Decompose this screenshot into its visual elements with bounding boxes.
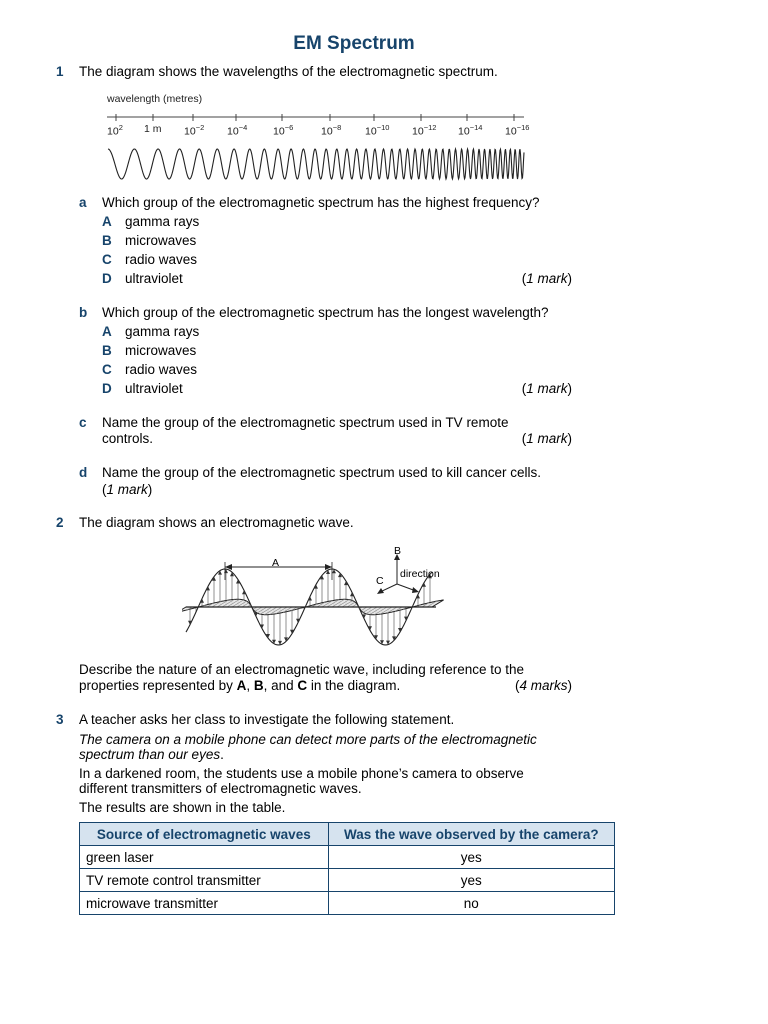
- q1b-option-d-letter: D: [102, 381, 112, 396]
- q1a-option-b-letter: B: [102, 233, 112, 248]
- spectrum-tick-label: $10^{-2}$: [184, 123, 205, 138]
- q1a-option-a-letter: A: [102, 214, 112, 229]
- table-cell-source: green laser: [80, 846, 329, 869]
- q1a-option-c-letter: C: [102, 252, 112, 267]
- question-2-desc-line2: properties represented by A, B, and C in the diagram.: [79, 678, 401, 693]
- q1b-option-c-letter: C: [102, 362, 112, 377]
- question-2-intro: The diagram shows an electromagnetic wave.: [79, 515, 354, 530]
- table-cell-source: TV remote control transmitter: [80, 869, 329, 892]
- axis-label-c: C: [376, 575, 384, 587]
- question-2-number: 2: [56, 515, 64, 530]
- q1b-option-b-letter: B: [102, 343, 112, 358]
- spectrum-tick-label: $10^2$: [107, 123, 123, 138]
- q1a-option-c-text[interactable]: radio waves: [125, 252, 198, 267]
- spectrum-tick-label: 1 m: [144, 123, 162, 135]
- q1d-letter: d: [79, 465, 88, 480]
- q1b-letter: b: [79, 305, 88, 320]
- q1a-option-d-letter: D: [102, 271, 112, 286]
- q1a-option-a-text[interactable]: gamma rays: [125, 214, 200, 229]
- page-title: EM Spectrum: [293, 33, 415, 54]
- spectrum-tick-label: $10^{-12}$: [412, 123, 437, 138]
- table-cell-observed: yes: [328, 846, 614, 869]
- question-1-intro: The diagram shows the wavelengths of the electromagnetic spectrum.: [79, 64, 498, 79]
- question-2-desc-line1: Describe the nature of an electromagnetic wave, including reference to the: [79, 662, 525, 677]
- q1a-marks: (1 mark): [521, 271, 572, 286]
- q1a-option-b-text[interactable]: microwaves: [125, 233, 197, 248]
- table-header-row: [80, 823, 615, 846]
- table-header-source: Source of electromagnetic waves: [80, 823, 329, 846]
- spectrum-wave: [108, 149, 524, 179]
- q1b-marks: (1 mark): [521, 381, 572, 396]
- table-row: [80, 892, 615, 915]
- q1c-marks: (1 mark): [521, 431, 572, 446]
- spectrum-tick-label: $10^{-6}$: [273, 123, 294, 138]
- q1d-text: Name the group of the electromagnetic spectrum used to kill cancer cells.: [102, 465, 541, 480]
- question-3-statement-line2: spectrum than our eyes.: [79, 747, 224, 762]
- q1b-option-b-text[interactable]: microwaves: [125, 343, 197, 358]
- table-header-observed: Was the wave observed by the camera?: [328, 823, 614, 846]
- table-cell-observed: no: [328, 892, 614, 915]
- em-wave-diagram: [182, 540, 444, 650]
- q1b-option-a-letter: A: [102, 324, 112, 339]
- table-cell-observed: yes: [328, 869, 614, 892]
- q1b-text: Which group of the electromagnetic spectrum has the longest wavelength?: [102, 305, 549, 320]
- question-3-statement-line1: The camera on a mobile phone can detect more parts of the electromagnetic: [79, 732, 537, 747]
- results-table: [79, 822, 615, 915]
- wavelength-label-a: A: [272, 557, 280, 569]
- question-3-number: 3: [56, 712, 64, 727]
- q2-marks: (4 marks): [514, 678, 572, 693]
- q1b-option-a-text[interactable]: gamma rays: [125, 324, 200, 339]
- spectrum-tick-label: $10^{-10}$: [365, 123, 390, 138]
- table-cell-source: microwave transmitter: [80, 892, 329, 915]
- q1c-text-line1: Name the group of the electromagnetic spectrum used in TV remote: [102, 415, 509, 430]
- table-row: [80, 869, 615, 892]
- q1b-option-d-text[interactable]: ultraviolet: [125, 381, 183, 396]
- question-3-line5: The results are shown in the table.: [79, 800, 286, 815]
- question-3-line4: different transmitters of electromagnetic waves.: [79, 781, 362, 796]
- q1c-letter: c: [79, 415, 87, 430]
- q1d-marks: (1 mark): [102, 482, 153, 497]
- table-row: [80, 846, 615, 869]
- q1b-option-c-text[interactable]: radio waves: [125, 362, 198, 377]
- spectrum-tick-label: $10^{-16}$: [505, 123, 530, 138]
- axis-label-b: B: [394, 545, 402, 557]
- question-3-line3: In a darkened room, the students use a mobile phone’s camera to observe: [79, 766, 524, 781]
- q1a-text: Which group of the electromagnetic spectrum has the highest frequency?: [102, 195, 540, 210]
- question-3-line1: A teacher asks her class to investigate the following statement.: [79, 712, 455, 727]
- question-1-number: 1: [56, 64, 64, 79]
- spectrum-tick-label: $10^{-4}$: [227, 123, 248, 138]
- q1a-option-d-text[interactable]: ultraviolet: [125, 271, 183, 286]
- spectrum-tick-label: $10^{-8}$: [321, 123, 342, 138]
- spectrum-diagram: [100, 108, 530, 188]
- direction-label: direction: [400, 568, 440, 580]
- q1c-text-line2: controls.: [102, 431, 154, 446]
- wavelength-axis-label: wavelength (metres): [107, 93, 203, 105]
- q1a-letter: a: [79, 195, 87, 210]
- spectrum-tick-label: $10^{-14}$: [458, 123, 483, 138]
